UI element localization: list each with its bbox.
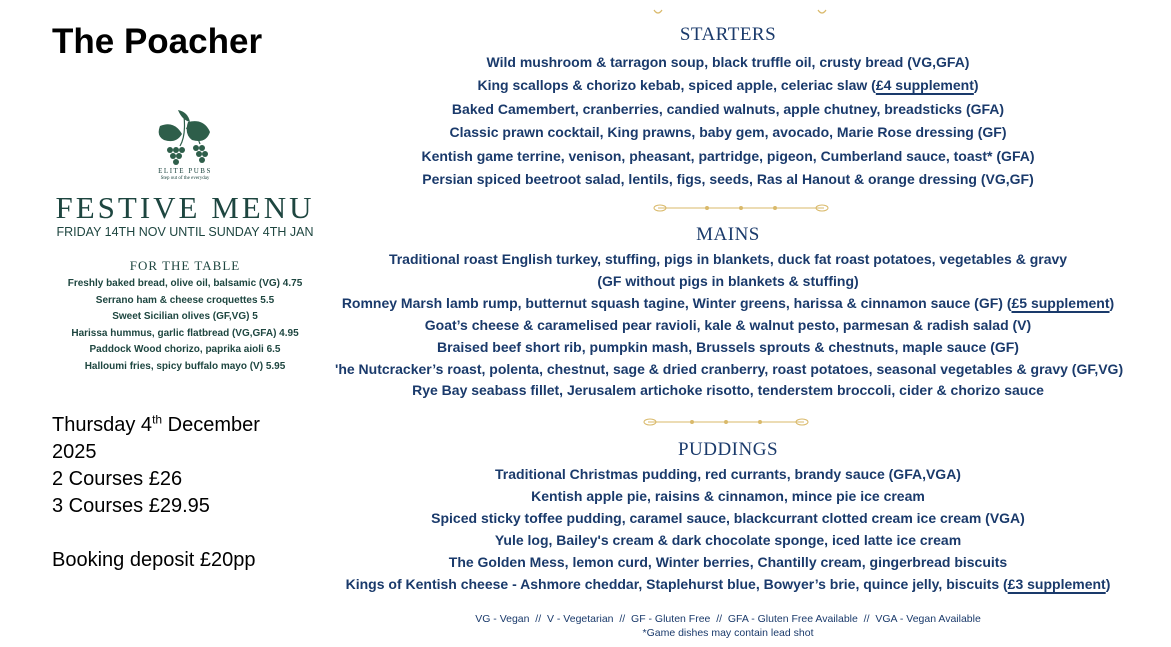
game-note: *Game dishes may contain lead shot	[642, 627, 814, 639]
menu-item-end: )	[973, 77, 979, 94]
menu-item-text: Goat’s cheese & caramelised pear ravioli, kale & walnut pesto, parmesan & radish salad (V)	[424, 316, 1032, 333]
menu-item-text: (GF without pigs in blankets & stuffing)	[597, 272, 859, 289]
menu-item-text: Spiced sticky toffee pudding, caramel sauce, blackcurrant clotted cream ice cream (VGA)	[431, 509, 1025, 526]
event-date-month: December	[162, 414, 260, 436]
ornamental-divider-icon	[650, 202, 832, 214]
supplement-price: £5 supplement	[1011, 294, 1110, 311]
menu-item	[335, 293, 1121, 315]
menu-item-text: Yule log, Bailey's cream & dark chocolate sponge, iced latte ice cream	[494, 531, 962, 548]
menu-item	[335, 530, 1121, 552]
starters-heading: STARTERS	[679, 24, 777, 45]
menu-item	[335, 121, 1121, 144]
menu-item	[335, 145, 1121, 168]
menu-item-text: Braised beef short rib, pumpkin mash, Brussels sprouts & chestnuts, maple sauce (GF)	[437, 338, 1019, 355]
list-item: Paddock Wood chorizo, paprika aioli 6.5	[89, 344, 281, 356]
menu-item-text: Romney Marsh lamb rump, butternut squash tagine, Winter greens, harissa & cinnamon sauce (GF) (	[341, 294, 1012, 311]
ornamental-divider-icon	[640, 416, 812, 428]
supplement-price: £4 supplement	[875, 77, 974, 94]
menu-item-text: Persian spiced beetroot salad, lentils, figs, seeds, Ras al Hanout & orange dressing (VG,GF)	[422, 171, 1034, 188]
menu-item-text: Kings of Kentish cheese - Ashmore cheddar, Staplehurst blue, Bowyer’s brie, quince jelly, biscuits (	[345, 575, 1008, 592]
menu-item-text: 'he Nutcracker’s roast, polenta, chestnut, sage & dried cranberry, roast potatoes, seasonal vegetables & gravy (GF,VG)	[335, 360, 1124, 377]
menu-item	[335, 315, 1121, 337]
menu-item	[335, 552, 1121, 574]
brand-tagline: Step out of the everyday	[160, 176, 210, 181]
list-item: Sweet Sicilian olives (GF,VG) 5	[112, 311, 258, 323]
menu-item	[335, 271, 1121, 293]
menu-item	[335, 337, 1121, 359]
festive-menu-title: FESTIVE MENU	[55, 190, 315, 225]
menu-item-text: Kentish game terrine, venison, pheasant, partridge, pigeon, Cumberland sauce, toast* (GFA)	[421, 147, 1035, 164]
menu-item	[335, 74, 1121, 97]
menu-item	[335, 98, 1121, 121]
menu-item-text: The Golden Mess, lemon curd, Winter berries, Chantilly cream, gingerbread biscuits	[448, 553, 1008, 570]
mains-heading: MAINS	[696, 224, 760, 245]
list-item: Harissa hummus, garlic flatbread (VG,GFA) 4.95	[71, 327, 299, 339]
event-date-prefix: Thursday 4	[52, 414, 153, 436]
supplement-price: £3 supplement	[1007, 575, 1106, 592]
booking-deposit: Booking deposit £20pp	[52, 549, 256, 571]
menu-item-text: Kentish apple pie, raisins & cinnamon, mince pie ice cream	[531, 487, 925, 504]
for-the-table-heading: FOR THE TABLE	[129, 258, 241, 273]
menu-item-text: Baked Camembert, cranberries, candied walnuts, apple chutney, breadsticks (GFA)	[451, 100, 1005, 117]
menu-item-end: )	[1105, 575, 1111, 592]
menu-item-text: King scallops & chorizo kebab, spiced apple, celeriac slaw (	[477, 77, 876, 94]
menu-item	[335, 486, 1121, 508]
menu-item	[335, 359, 1124, 381]
event-date	[52, 412, 260, 439]
menu-item-text: Traditional Christmas pudding, red currants, brandy sauce (GFA,VGA)	[495, 466, 961, 482]
mains-list	[335, 249, 1124, 402]
event-date-suffix-sup: th	[152, 412, 163, 427]
menu-item	[335, 51, 1121, 74]
brand-name: ELITE PUBS	[158, 167, 212, 175]
menu-item-end: )	[1109, 294, 1115, 311]
menu-item-text: Traditional roast English turkey, stuffing, pigs in blankets, duck fat roast potatoes, vegetables & gravy	[388, 251, 1068, 267]
event-info	[52, 412, 260, 574]
menu-footer	[335, 612, 1121, 640]
menu-item	[335, 508, 1121, 530]
menu-item-text: Wild mushroom & tarragon soup, black truffle oil, crusty bread (VG,GFA)	[486, 54, 970, 70]
menu-item	[335, 168, 1121, 191]
ornamental-divider-icon	[650, 8, 830, 18]
event-year: 2025	[52, 441, 97, 463]
puddings-list	[335, 464, 1121, 595]
price-three-courses: 3 Courses £29.95	[52, 495, 210, 517]
for-the-table-list	[50, 276, 320, 376]
starters-list	[335, 51, 1121, 191]
page-title: The Poacher	[52, 22, 263, 61]
menu-item	[335, 464, 1121, 486]
menu-dates: FRIDAY 14TH NOV UNTIL SUNDAY 4TH JAN	[56, 225, 314, 239]
spacer	[52, 520, 260, 547]
price-two-courses: 2 Courses £26	[52, 468, 183, 490]
list-item: Freshly baked bread, olive oil, balsamic (VG) 4.75	[67, 278, 303, 289]
menu-item-text: Classic prawn cocktail, King prawns, baby gem, avocado, Marie Rose dressing (GF)	[449, 124, 1007, 141]
menu-item-text: Rye Bay seabass fillet, Jerusalem artichoke risotto, tenderstem broccoli, cider & chorizo sauce	[412, 382, 1044, 399]
menu-item	[335, 574, 1121, 596]
list-item: Serrano ham & cheese croquettes 5.5	[95, 294, 275, 306]
puddings-heading: PUDDINGS	[677, 439, 779, 460]
list-item: Halloumi fries, spicy buffalo mayo (V) 5.95	[84, 360, 286, 372]
menu-item	[335, 249, 1121, 271]
dietary-legend: VG - Vegan // V - Vegetarian // GF - Gluten Free // GFA - Gluten Free Available // VGA - Vegan Available	[475, 613, 981, 625]
menu-item	[335, 380, 1121, 402]
